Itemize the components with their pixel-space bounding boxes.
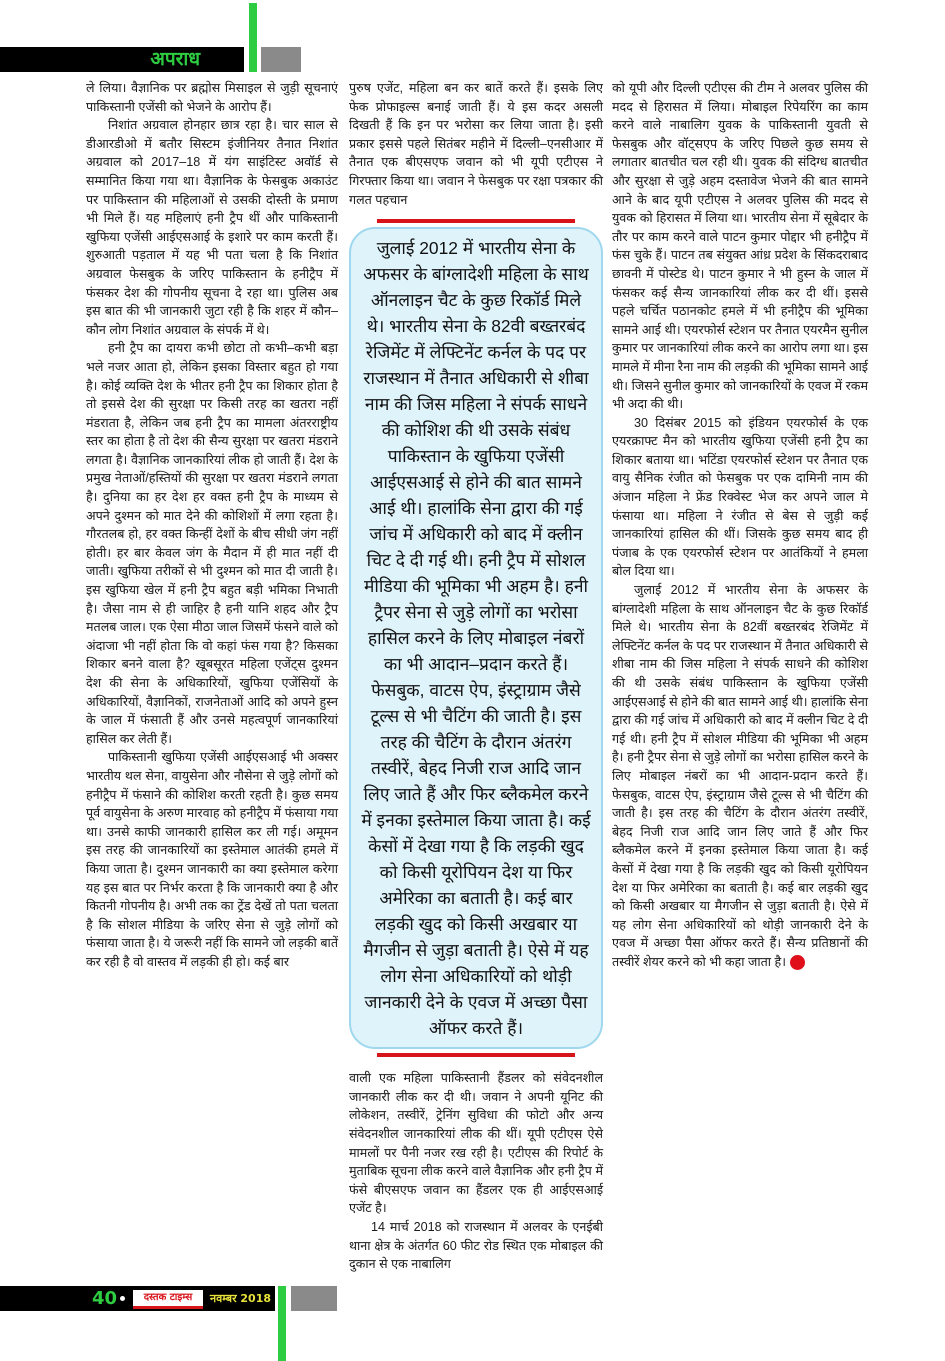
paragraph: 14 मार्च 2018 को राजस्थान में अलवर के एनईबी थाना क्षेत्र के अंतर्गत 60 फीट रोड स्थित एक मोबाइल की दुकान से एक नाबालिग xyxy=(349,1219,603,1272)
page-number: 40 xyxy=(92,1288,118,1309)
article-column-1 xyxy=(86,79,338,972)
article-column-3 xyxy=(612,79,868,972)
footer-bar xyxy=(0,1286,275,1311)
article-column-2-bottom xyxy=(349,1069,603,1274)
pullquote-bottom-rule xyxy=(377,1053,575,1057)
magazine-logo-text: दस्तक टाइम्स xyxy=(143,1292,193,1303)
paragraph xyxy=(612,581,868,971)
paragraph: वाली एक महिला पाकिस्तानी हैंडलर को संवेदनशील जानकारी लीक कर दी थी। जवान ने अपनी यूनिट की लोकेशन, तस्वीरें, ट्रेनिंग सुविधा की फोटो और अन्य संवेदनशील जानकारियां लीक की थीं। यूपी एटीएस ऐसे मामलों पर पैनी नजर रख रही है। एटीएस की रिपोर्ट के मुताबिक सूचना लीक करने वाले वैज्ञानिक और हनी ट्रैप में फंसे बीएसएफ जवान का हैंडलर एक ही आईएसआई एजेंट है। xyxy=(349,1071,603,1216)
paragraph: 30 दिसंबर 2015 को इंडियन एयरफोर्स के एक एयरक्राफ्ट मैन को भारतीय खुफिया एजेंसी हनी ट्रैप का शिकार बताया था। भटिंडा एयरफोर्स स्टेशन पर तैनात एक वायु सैनिक रंजीत को फेसबुक पर एक दामिनी नाम की अंजान महिला ने फ्रेंड रिक्वेस्ट भेज कर अपने जाल मे फंसाया था। महिला ने रंजीत से बेस से जुड़ी कई जानकारियां हासिल की थीं। जिसके कुछ समय बाद ही पंजाब के एक एयरफोर्स स्टेशन पर आतंकियों ने हमला बोल दिया था। xyxy=(612,415,868,579)
paragraph: को यूपी और दिल्ली एटीएस की टीम ने अलवर पुलिस की मदद से हिरासत में लिया। मोबाइल रिपेयरिंग का काम करने वाले नाबालिग युवक के पाकिस्तानी युवती से फेसबुक और वॉट्सएप के जरिए पिछले कुछ समय से लगातार बातचीत चल रही थी। युवक की संदिग्ध बातचीत और सुरक्षा से जुड़े अहम दस्तावेज भेजने की बात सामने आने के बाद यूपी एटीएस ने अलवर पुलिस की मदद से युवक को हिरासत में लिया था। भारतीय सेना में सूबेदार के तौर पर काम करने वाले पाटन कुमार पोद्दार भी हनीट्रैप में फंस चुके हैं। पाटन तब संयुक्त आंध्र प्रदेश के सिंकदराबाद छावनी में पोस्टेड थे। पाटन कुमार ने भी हुस्न के जाल में फंसकर कई सैन्य जानकारियां लीक कर दी थीं। इससे पहले चर्चित पठानकोट हमले में भी हनीट्रैप की भूमिका सामने आई थी। एयरफोर्स स्टेशन पर तैनात एयरमैन सुनील कुमार पर जानकारियां लीक करने का आरोप लगा था। इस मामले में मीना रैना नाम की लड़की की भूमिका सामने आई थी। जिसने सुनील कुमार को जानकारियों के एवज में रकम भी अदा की थी। xyxy=(612,81,868,412)
bullet-icon xyxy=(120,1296,125,1301)
paragraph: निशांत अग्रवाल होनहार छात्र रहा है। चार साल से डीआरडीओ में बतौर सिस्टम इंजीनियर तैनात निशांत अग्रवाल को 2017–18 में यंग साइंटिस्ट अवॉर्ड से सम्मानित किया गया था। वैज्ञानिक के फेसबुक अकाउंट पर पाकिस्तान की महिलाओं से उसकी दोस्ती के प्रमाण भी मिले हैं। यह महिलाएं हनी ट्रैप थीं और पाकिस्तानी खुफिया एजेंसी आईएसआई के इशारे पर काम करती हैं। शुरुआती पड़ताल में यह भी पता चला है कि निशांत अग्रवाल फेसबुक के जरिए पाकिस्तान के हनीट्रैप में फंसकर देश की गोपनीय सूचना दे रहा था। पुलिस अब इस बात की भी जानकारी जुटा रही है कि शहर में कौन–कौन लोग निशांत अग्रवाल के संपर्क में थे। xyxy=(86,118,338,337)
article-column-2-top xyxy=(349,79,603,209)
footer xyxy=(0,1286,345,1361)
pullquote xyxy=(349,215,603,1061)
issue-date: नवम्बर 2018 xyxy=(210,1292,272,1305)
paragraph: पुरुष एजेंट, महिला बन कर बातें करते हैं। इसके लिए फेक प्रोफाइल्स बनाई जाती हैं। ये इस कदर असली दिखती हैं कि इन पर भरोसा कर लिया जाता है। इसी प्रकार इससे पहले सितंबर महीने में दिल्ली–एनसीआर में तैनात एक बीएसएफ जवान को भी यूपी एटीएस ने गिरफ्तार किया था। जवान ने फेसबुक पर रक्षा पत्रकार की गलत पहचान xyxy=(349,81,603,207)
paragraph: ले लिया। वैज्ञानिक पर ब्रह्मोस मिसाइल से जुड़ी सूचनाएं पाकिस्तानी एजेंसी को भेजने के आरोप हैं। xyxy=(86,81,338,114)
pullquote-text: जुलाई 2012 में भारतीय सेना के अफसर के बांग्लादेशी महिला के साथ ऑनलाइन चैट के कुछ रिकॉर्ड मिले थे। भारतीय सेना के 82वी बख्तरबंद रेजिमेंट में लेफ्टिनेंट कर्नल के पद पर राजस्थान में तैनात अधिकारी से शीबा नाम की जिस महिला ने संपर्क साधने की कोशिश की थी उसके संबंध पाकिस्तान के खुफिया एजेंसी आईएसआई से होने की बात सामने आई थी। हालांकि सेना द्वारा की गई जांच में अधिकारी को बाद में क्लीन चिट दे दी गई थी। हनी ट्रैप में सोशल मीडिया की भूमिका भी अहम है। हनी ट्रैपर सेना से जुड़े लोगों का भरोसा हासिल करने के लिए मोबाइल नंबरों का भी आदान–प्रदान करते हैं। फेसबुक, वाटस ऐप, इंस्ट्राग्राम जैसे टूल्स से भी चैटिंग की जाती है। इस तरह की चैटिंग के दौरान अंतरंग तस्वीरें, बेहद निजी राज आदि जान लिए जाते हैं और फिर ब्लैकमेल करने में इनका इस्तेमाल किया जाता है। कई केसों में देखा गया है कि लड़की खुद को किसी यूरोपियन देश या फिर अमेरिका का बताती है। कई बार लड़की खुद को किसी अखबार या मैगजीन से जुड़ा बताती है। ऐसे में यह लोग सेना अधिकारियों को थोड़ी जानकारी देने के एवज में अच्छा पैसा ऑफर करते हैं। xyxy=(361,238,591,1039)
header-gray-accent xyxy=(261,47,301,72)
footer-green-accent xyxy=(278,1286,286,1361)
paragraph: पाकिस्तानी खुफिया एजेंसी आईएसआई भी अक्सर भारतीय थल सेना, वायुसेना और नौसेना से जुड़े लोगों को हनीट्रैप में फंसाने की कोशिश करती रहती है। कुछ समय पूर्व वायुसेना के अरुण मारवाह को हनीट्रैप में फंसाया गया था। उनसे काफी जानकारी हासिल कर ली गई। अमूमन इस तरह की जानकारियों का इस्तेमाल आतंकी हमले में किया जाता है। दुश्मन जानकारी का क्या इस्तेमाल करेगा यह इस बात पर निर्भर करता है कि जानकारी क्या है और कितनी गोपनीय है। अभी तक का ट्रेंड देखें तो पता चलता है कि सोशल मीडिया के जरिए सेना से जुड़े लोगों को फंसाया जाता है। ये जरूरी नहीं कि सामने जो लड़की बातें कर रही है वो वास्तव में लड़की ही हो। कई बार xyxy=(86,750,338,969)
section-title: अपराध xyxy=(150,48,200,70)
pullquote-top-rule xyxy=(377,219,575,223)
paragraph: हनी ट्रैप का दायरा कभी छोटा तो कभी–कभी बड़ा भले नजर आता हो, लेकिन इसका विस्तार बहुत हो गया है। कोई व्यक्ति देश के भीतर हनी ट्रैप का शिकार होता है तो इससे देश की सुरक्षा पर किसी तरह का खतरा नहीं मंडराता है, लेकिन जब हनी ट्रैप का मामला अंतरराष्ट्रीय स्तर का होता है तो देश की सैन्य सुरक्षा पर खतरा मंडराने लगता है। वैज्ञानिक जानकारियां लीक हो जाती हैं। देश के प्रमुख नेताओं/हस्तियों की सुरक्षा पर खतरा मंडराने लगता है। दुनिया का हर देश हर वक्त हनी ट्रैप के माध्यम से अपने दुश्मन को मात देने की कोशिशों में लगा रहता है। गौरतलब हो, हर वक्त किन्हीं देशों के बीच सीधी जंग नहीं होती। हर बार केवल जंग के मैदान में ही मात नहीं दी जाती। खुफिया तरीकों से भी दुश्मन को मात दी जाती है। इस खुफिया खेल में हनी ट्रैप बहुत बड़ी भमिका निभाती है। जैसा नाम से ही जाहिर है हनी यानि शहद और ट्रैप मतलब जाल। एक ऐसा मीठा जाल जिसमें फंसने वाले को अंदाजा भी नहीं होता कि वो कहां फंस गया है? किसका शिकार बनने वाला है? खूबसूरत महिला एजेंट्स दुश्मन देश की सेना के अधिकारियों, खुफिया एजेंसियों के अधिकारियों, वैज्ञानिकों, राजनेताओं आदि को अपने हुस्न के जाल में फंसाती हैं और उनसे महत्वपूर्ण जानकारियां हासिल कर लेती हैं। xyxy=(86,341,338,746)
header-green-accent xyxy=(249,3,257,72)
section-header-bar xyxy=(0,47,244,72)
pullquote-box xyxy=(349,227,603,1049)
paragraph-text: जुलाई 2012 में भारतीय सेना के अफसर के बांग्लादेशी महिला के साथ ऑनलाइन चैट के कुछ रिकॉर्ड मिले थे। भारतीय सेना के 82वीं बख्तरबंद रेजिमेंट में लेफ्टिनेंट कर्नल के पद पर राजस्थान में तैनात अधिकारी से शीबा नाम की जिस महिला ने संपर्क साधने की कोशिश की थी उसके संबंध पाकिस्तान के खुफिया एजेंसी आईएसआई से होने की बात सामने आई थी। हालांकि सेना द्वारा की गई जांच में अधिकारी को बाद में क्लीन चिट दे दी गई थी। हनी ट्रैप में सोशल मीडिया की भूमिका भी अहम है। हनी ट्रैपर सेना से जुड़े लोगों का भरोसा हासिल करने के लिए मोबाइल नंबरों का भी आदान-प्रदान करते हैं। फेसबुक, वाटस ऐप, इंस्ट्राग्राम जैसे टूल्स से भी चैटिंग की जाती है। इस तरह की चैटिंग के दौरान अंतरंग तस्वीरें, बेहद निजी राज आदि जान लिए जाते हैं और फिर ब्लैकमेल करने में इनका इस्तेमाल किया जाता है। कई केसों में देखा गया है कि लड़की खुद को किसी यूरोपियन देश या फिर अमेरिका का बताती है। कई बार लड़की खुद को किसी अखबार या मैगजीन से जुड़ा बताती है। ऐसे में यह लोग सेना अधिकारियों को थोड़ी जानकारी देने के एवज में अच्छा पैसा ऑफर करते हैं। सैन्य प्रतिष्ठानों की तस्वीरें शेयर करने को भी कहा जाता है। xyxy=(612,583,868,969)
footer-gray-accent xyxy=(291,1286,337,1311)
article-column-2 xyxy=(349,79,603,1274)
end-of-article-dot-icon xyxy=(790,955,805,970)
